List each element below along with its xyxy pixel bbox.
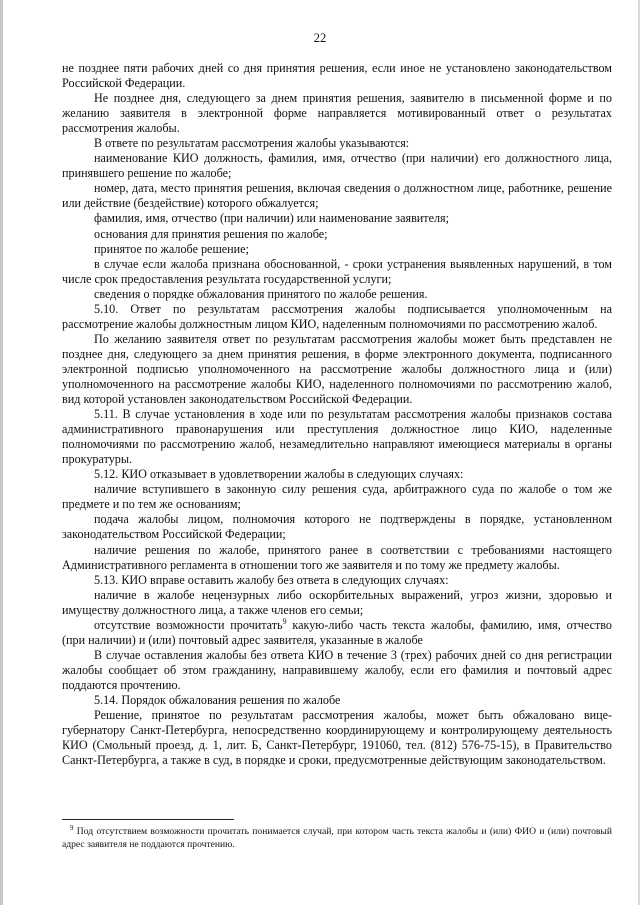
paragraph: В ответе по результатам рассмотрения жалобы указываются: [94,136,410,151]
document-body [62,61,612,768]
section-5-13: 5.13. КИО вправе оставить жалобу без ответа в следующих случаях: [94,572,449,587]
list-item: наименование КИО должность, фамилия, имя, отчество (при наличии) его должностного лица, принявшего решение по жалобе; [62,151,612,181]
list-item: основания для принятия решения по жалобе; [94,226,328,241]
text-span: какую-либо часть текста жалобы, фамилию, имя, отчество (при наличии) и (или) почтовый адрес заявителя, указанные в жалобе [62,617,613,647]
list-item: в случае если жалоба признана обоснованной, - сроки устранения выявленных нарушений, в том числе срок предоставления результата государственной услуги; [62,256,612,286]
paragraph: Решение, принятое по результатам рассмотрения жалобы, может быть обжаловано вице-губернатору Санкт-Петербурга, непосредственно координирующему и контролирующему деятельность КИО (Смольный проезд, д. 1, лит. Б, Санкт-Петербург, 191060, тел. (812) 576-75-15), в Правительство Санкт-Петербурга, а также в суд, в порядке и сроки, предусмотренные действующим законодательством. [62,708,612,768]
paragraph: Не позднее дня, следующего за днем принятия решения, заявителю в письменной форме и по желанию заявителя в электронной форме направляется мотивированный ответ о результатах рассмотрения жалобы. [62,91,612,136]
section-5-12: 5.12. КИО отказывает в удовлетворении жалобы в следующих случаях: [94,467,464,482]
footnote-mark: 9 [70,823,74,832]
list-item: сведения о порядке обжалования принятого по жалобе решения. [94,286,428,301]
section-5-10: 5.10. Ответ по результатам рассмотрения жалобы подписывается уполномоченным на рассмотрение жалобы должностным лицом КИО, наделенным полномочиями по рассмотрению жалоб. [62,301,612,331]
list-item: наличие в жалобе нецензурных либо оскорбительных выражений, угроз жизни, здоровью и имуществу должностного лица, а также членов его семьи; [62,587,612,617]
paragraph: В случае оставления жалобы без ответа КИО в течение 3 (трех) рабочих дней со дня регистрации жалобы сообщает об этом гражданину, направившему жалобу, если его фамилия и почтовый адрес поддаются прочтению. [62,647,612,692]
paragraph: не позднее пяти рабочих дней со дня принятия решения, если иное не установлено законодательством Российской Федерации. [62,61,612,91]
section-5-14: 5.14. Порядок обжалования решения по жалобе [94,692,341,707]
list-item-with-footnote [62,618,612,648]
section-5-11: 5.11. В случае установления в ходе или по результатам рассмотрения жалобы признаков состава административного правонарушения или преступления должностное лицо КИО, наделенные полномочиями по рассмотрению жалоб, незамедлительно направляют имеющиеся материалы в органы прокуратуры. [62,407,612,467]
footnote [62,825,612,851]
list-item: подача жалобы лицом, полномочия которого не подтверждены в порядке, установленном законодательством Российской Федерации; [62,512,612,542]
footnote-separator [62,819,234,820]
paragraph: По желанию заявителя ответ по результатам рассмотрения жалобы может быть представлен не позднее дня, следующего за днем принятия решения, в форме электронного документа, подписанного электронной подписью уполномоченного на рассмотрение жалобы должностного лица и (или) уполномоченного на рассмотрение жалобы КИО, наделенного полномочиями по рассмотрению жалоб, вид которой установлен законодательством Российской Федерации. [62,331,612,407]
page-number: 22 [313,31,327,45]
list-item: наличие решения по жалобе, принятого ранее в соответствии с требованиями настоящего Административного регламента в отношении того же заявителя и по тому же предмету жалобы. [62,542,612,572]
scan-edge-left [0,0,3,905]
footnote-text: Под отсутствием возможности прочитать понимается случай, при котором часть текста жалобы и (или) ФИО и (или) почтовый адрес заявителя не поддаются прочтению. [62,826,612,850]
list-item: фамилия, имя, отчество (при наличии) или наименование заявителя; [94,211,450,226]
text-span: отсутствие возможности прочитать [94,617,283,632]
list-item: наличие вступившего в законную силу решения суда, арбитражного суда по жалобе о том же предмете и по тем же основаниям; [62,482,612,512]
footnote-reference: 9 [282,616,287,626]
list-item: принятое по жалобе решение; [94,241,249,256]
list-item: номер, дата, место принятия решения, включая сведения о должностном лице, работнике, решение или действие (бездействие) которого обжалуется; [62,181,612,211]
